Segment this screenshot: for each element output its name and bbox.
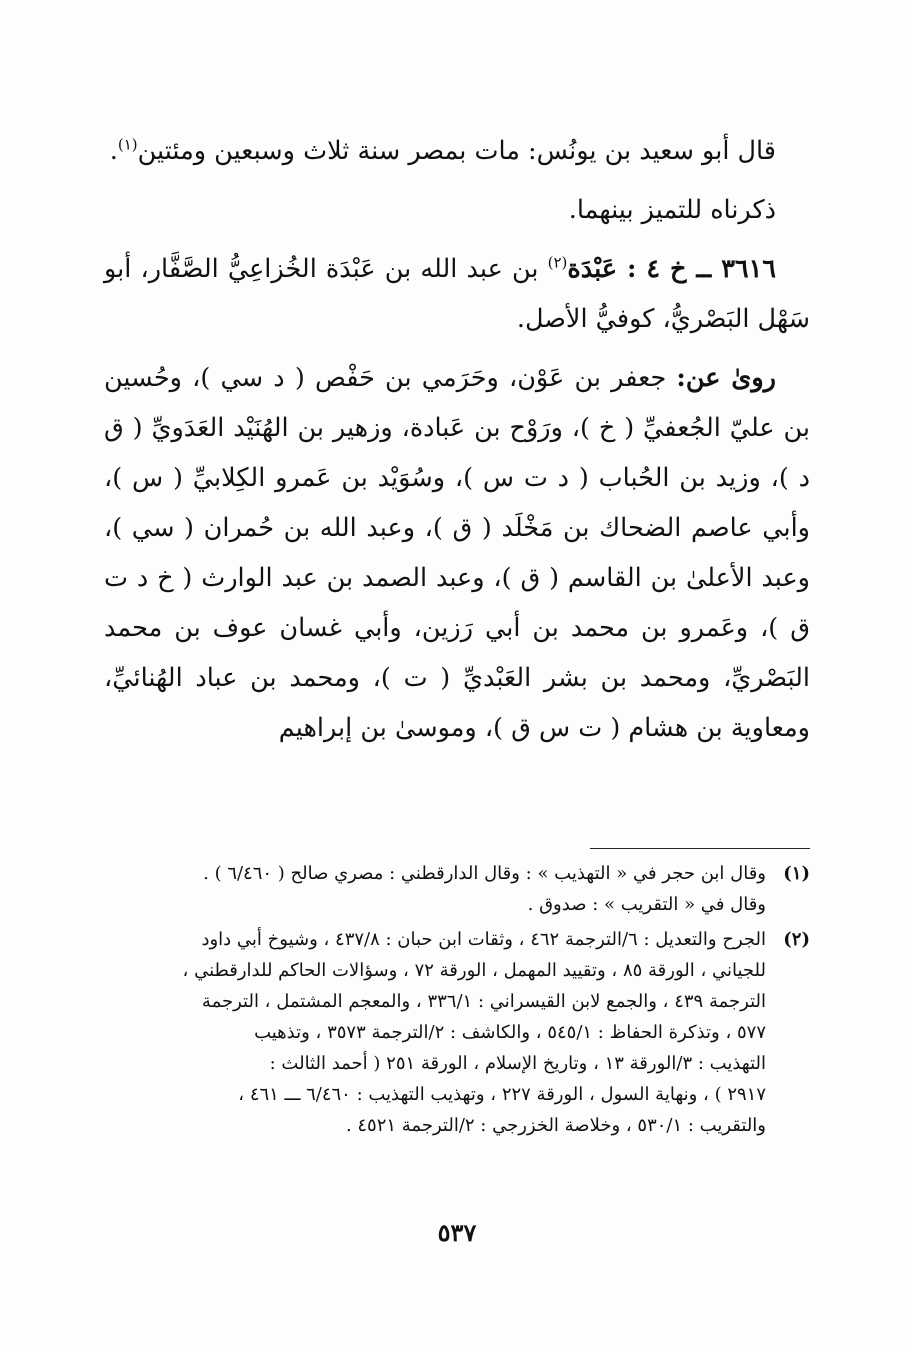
footnote-2	[104, 924, 810, 1141]
entry-name: بن عبد الله بن عَبْدَة الخُزاعِيُّ الصَّفَّار، أبو سَهْل البَصْريُّ، كوفيُّ الأصل.	[104, 254, 810, 334]
paragraph-narrated-from	[104, 353, 810, 753]
footnote-line: ٢٩١٧ ) ، ونهاية السول ، الورقة ٢٢٧ ، وتهذيب التهذيب : ٦/٤٦٠ ـــ ٤٦١ ،	[238, 1084, 766, 1105]
footnote-body	[104, 924, 766, 1141]
footnote-line: التهذيب : ٣/الورقة ١٣ ، وتاريخ الإسلام ، الورقة ٢٥١ ( أحمد الثالث :	[269, 1053, 766, 1074]
paragraph-distinction: ذكرناه للتميز بينهما.	[568, 195, 776, 225]
footnote-line: للجياني ، الورقة ٨٥ ، وتقييد المهمل ، الورقة ٧٢ ، وسؤالات الحاكم للدارقطني ،	[182, 960, 766, 981]
footnotes	[104, 858, 810, 1145]
paragraph-end: .	[109, 136, 118, 166]
main-text	[104, 126, 810, 762]
narrated-from-label: روىٰ عن:	[676, 363, 776, 393]
narrated-from-list: جعفر بن عَوْن، وحَرَمي بن حَفْص ( د سي )، وحُسين بن عليّ الجُعفيِّ ( خ )، ورَوْح بن عَبادة، وزهير بن الهُنَيْد العَدَويِّ ( ق د )، وزيد بن الحُباب ( د ت س )، وسُوَيْد بن عَمرو الكِلابيِّ ( س )، وأبي عاصم الضحاك بن مَخْلَد ( ق )، وعبد الله بن حُمران ( سي )، وعبد الأعلىٰ بن القاسم ( ق )، وعبد الصمد بن عبد الوارث ( خ د ت ق )، وعَمرو بن محمد بن أبي رَزين، وأبي غسان عوف بن محمد البَصْريِّ، ومحمد بن بشر العَبْديِّ ( ت )، ومحمد بن عباد الهُنائيِّ، ومعاوية بن هشام ( ت س ق )، وموسىٰ بن إبراهيم	[104, 363, 810, 743]
footnote-line: الجرح والتعديل : ٦/الترجمة ٤٦٢ ، وثقات ابن حبان : ٤٣٧/٨ ، وشيوخ أبي داود	[201, 929, 766, 950]
footnote-separator	[590, 848, 810, 849]
page-number: ٥٣٧	[437, 1218, 477, 1247]
footnote-ref-1[interactable]: (١)	[117, 135, 138, 154]
paragraph-entry-heading	[104, 244, 810, 344]
paragraph-text: قال أبو سعيد بن يونُس: مات بمصر سنة ثلاث وسبعين ومئتين	[137, 136, 776, 166]
book-page	[104, 0, 810, 1351]
footnote-number: (٢)	[783, 929, 810, 950]
footnote-ref-2[interactable]: (٢)	[547, 253, 568, 272]
paragraph-death-note	[104, 126, 810, 176]
footnote-1	[104, 858, 810, 920]
footnote-line: الترجمة ٤٣٩ ، والجمع لابن القيسراني : ٣٣٦/١ ، والمعجم المشتمل ، الترجمة	[201, 991, 766, 1012]
footnote-number: (١)	[783, 863, 810, 884]
footnote-line: وقال ابن حجر في « التهذيب » : وقال الدارقطني : مصري صالح ( ٦/٤٦٠ ) .	[203, 863, 766, 884]
footnote-line: والتقريب : ٥٣٠/١ ، وخلاصة الخزرجي : ٢/الترجمة ٤٥٢١ .	[345, 1115, 766, 1136]
footnote-line: ٥٧٧ ، وتذكرة الحفاظ : ٥٤٥/١ ، والكاشف : ٢/الترجمة ٣٥٧٣ ، وتذهيب	[254, 1022, 766, 1043]
footnote-body	[104, 858, 766, 920]
entry-number: ٣٦١٦ ــ خ ٤ : عَبْدَة	[567, 254, 776, 284]
footnote-line: وقال في « التقريب » : صدوق .	[527, 894, 766, 915]
